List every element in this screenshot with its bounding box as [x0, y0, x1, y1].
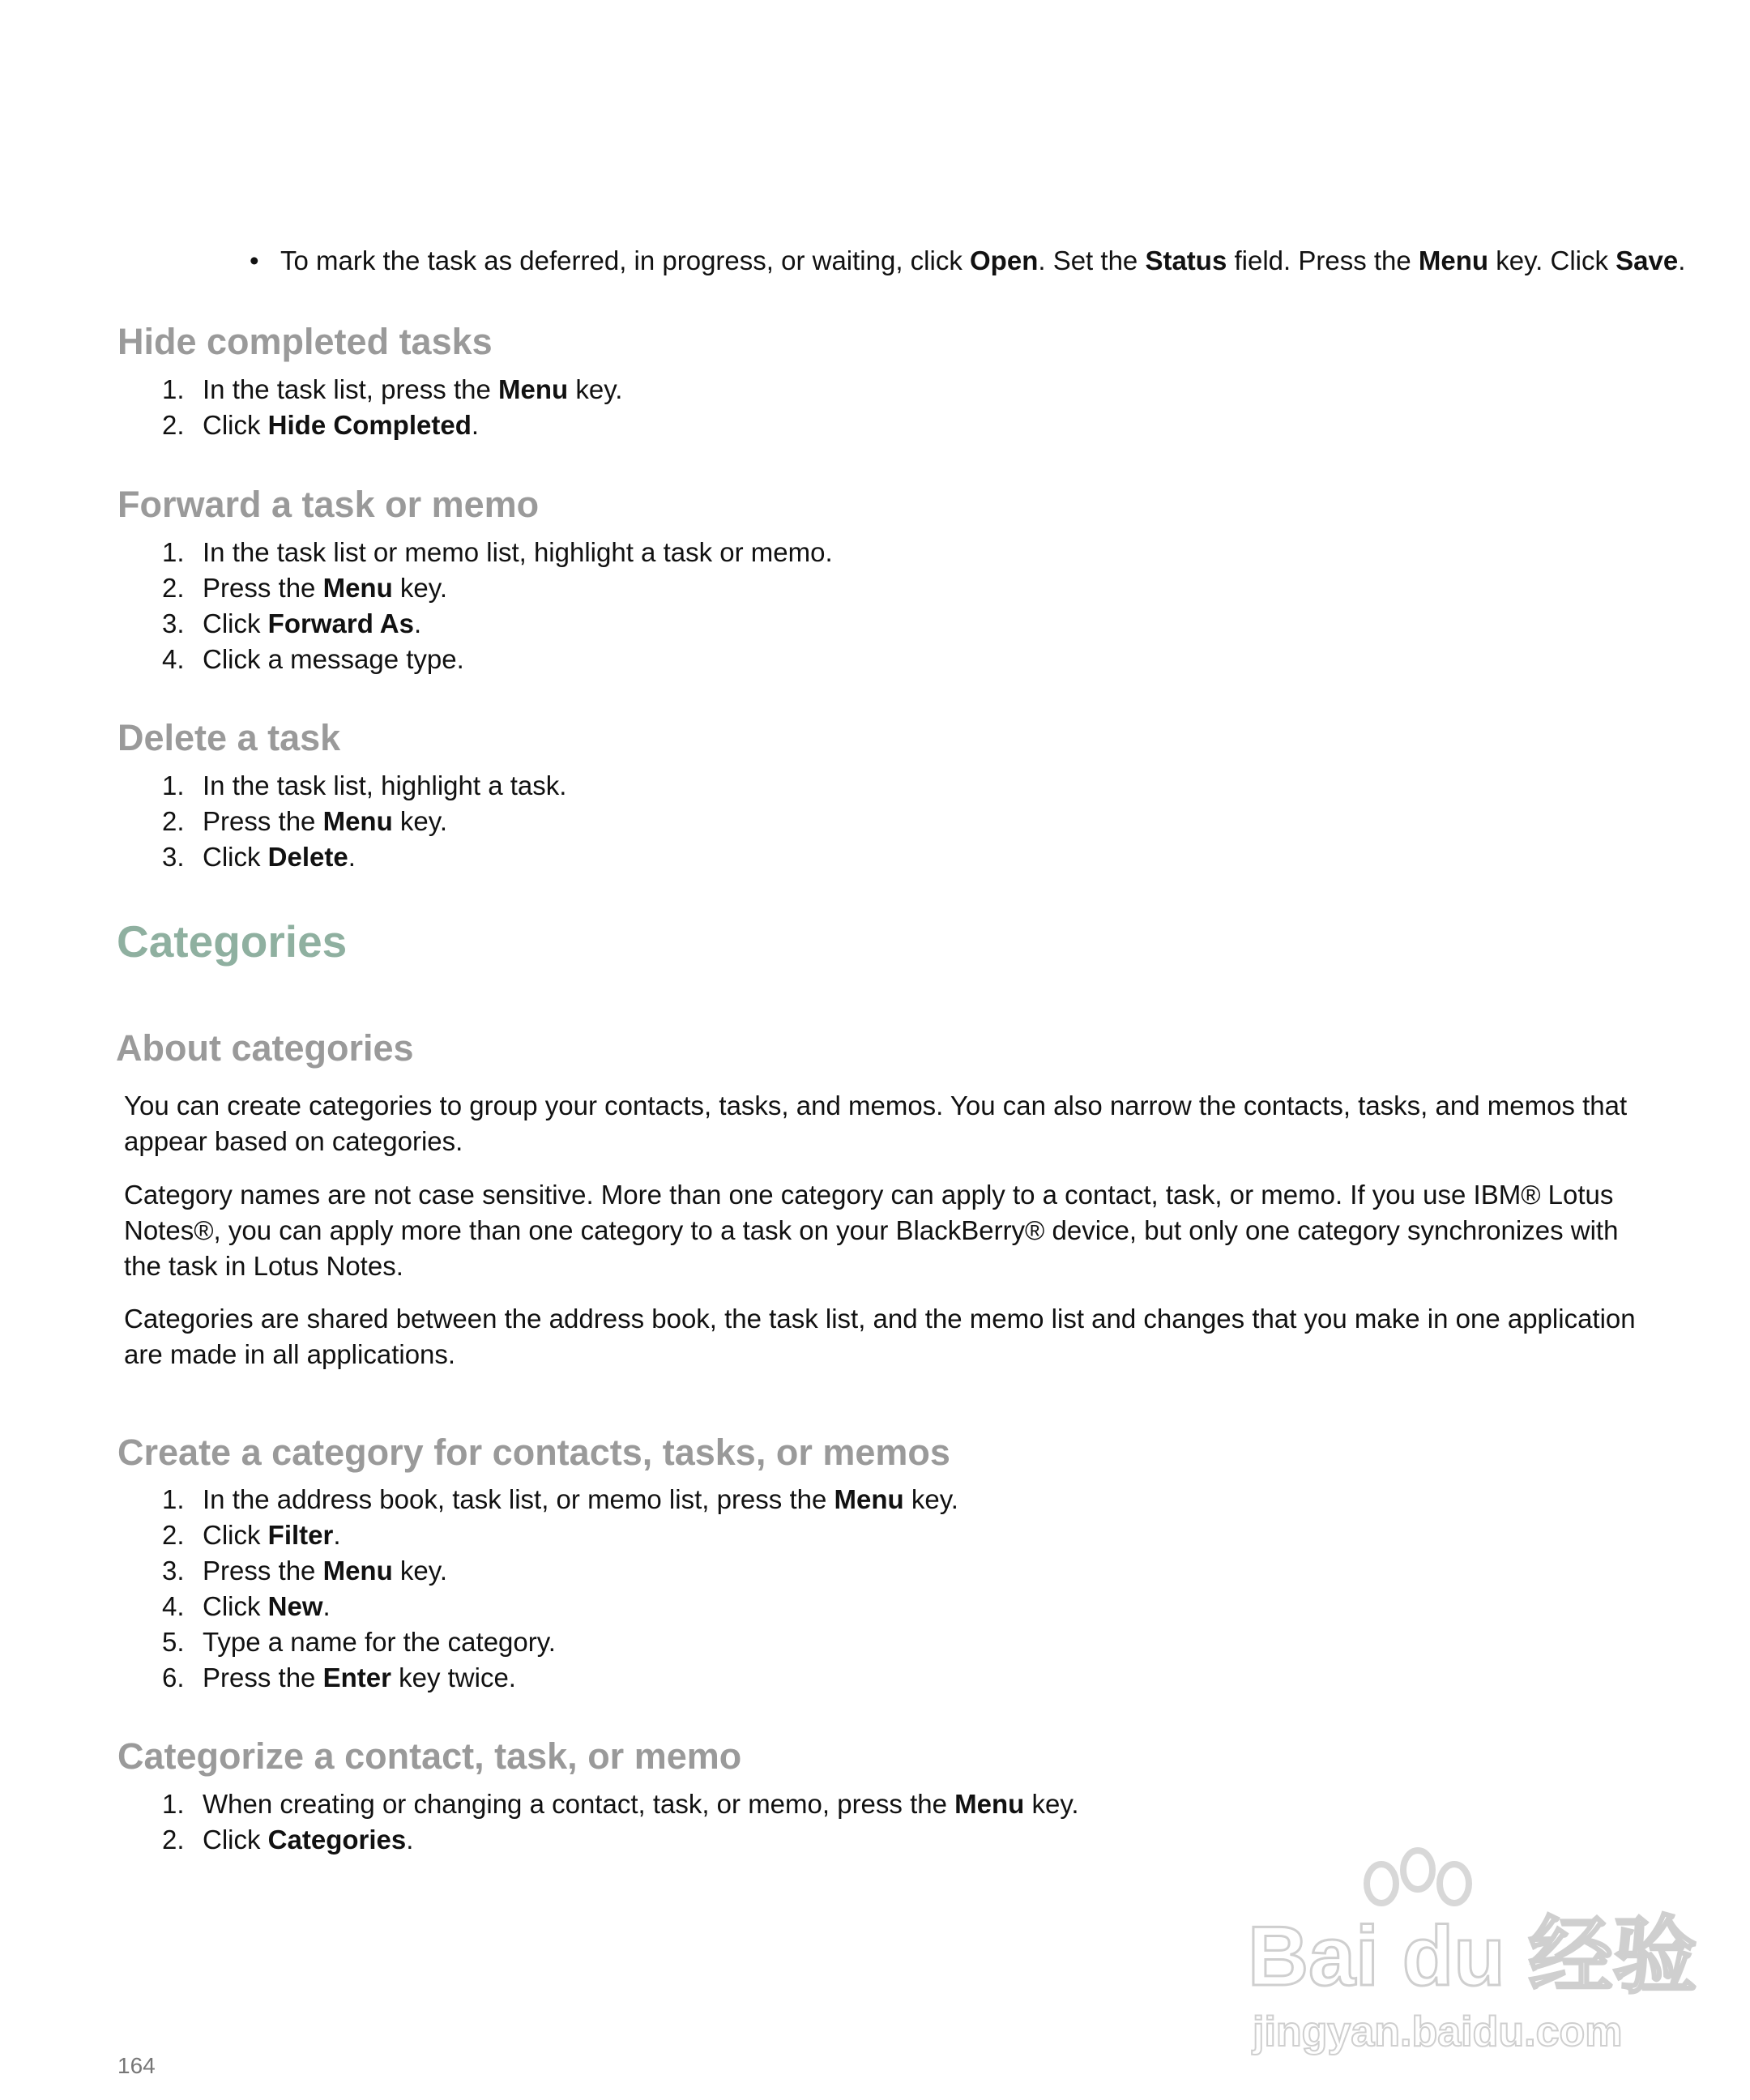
steps-delete [162, 768, 566, 875]
list-item: 1. In the task list or memo list, highlight a task or memo. [162, 537, 833, 567]
bullet-dot: • [250, 245, 259, 275]
watermark-logo: Bai du 经验 [1248, 1910, 1697, 2004]
section-title-hide-completed: Hide completed tasks [117, 321, 493, 362]
list-item: 2. Click Categories. [162, 1825, 414, 1855]
list-item: 3. Click Forward As. [162, 608, 422, 638]
steps-hide-completed [162, 372, 622, 443]
paragraph-about-3: Categories are shared between the address book, the task list, and the memo list and changes that you make in one application are made in all applications. [124, 1304, 1636, 1369]
paragraph-about-2: Category names are not case sensitive. More than one category can apply to a contact, task, or memo. If you use IBM® Lotus Notes®, you can apply more than one category to a task on your BlackBerry® device, but only one category synchronizes with the task in Lotus Notes. [124, 1180, 1619, 1281]
list-item: 6. Press the Enter key twice. [162, 1662, 516, 1692]
section-title-delete: Delete a task [117, 717, 341, 758]
list-item: 2. Click Filter. [162, 1520, 341, 1550]
steps-create-category [162, 1482, 958, 1696]
list-item: 4. Click a message type. [162, 644, 464, 674]
page-number: 164 [117, 2053, 156, 2078]
list-item: 2. Press the Menu key. [162, 806, 447, 836]
steps-forward [162, 535, 833, 677]
list-item: 1. In the task list, press the Menu key. [162, 374, 623, 404]
list-item: 5. Type a name for the category. [162, 1627, 556, 1657]
list-item: 1. In the task list, highlight a task. [162, 770, 567, 800]
list-item: 3. Press the Menu key. [162, 1556, 447, 1586]
section-title-forward: Forward a task or memo [117, 484, 540, 525]
list-item: 1. In the address book, task list, or memo list, press the Menu key. [162, 1484, 958, 1514]
list-item: 2. Click Hide Completed. [162, 410, 480, 440]
list-item: 1. When creating or changing a contact, task, or memo, press the Menu key. [162, 1789, 1079, 1819]
paragraph-about-1: You can create categories to group your contacts, tasks, and memos. You can also narrow the contacts, tasks, and memos that appear based on categories. [124, 1091, 1628, 1156]
section-title-categorize: Categorize a contact, task, or memo [117, 1735, 742, 1777]
chapter-title-categories: Categories [117, 916, 348, 967]
section-title-about-categories: About categories [116, 1027, 414, 1069]
baidu-watermark [1248, 1847, 1697, 2058]
list-item: 2. Press the Menu key. [162, 573, 447, 603]
section-title-create-category: Create a category for contacts, tasks, or memos [117, 1432, 950, 1473]
list-item: 4. Click New. [162, 1591, 331, 1621]
watermark-url: jingyan.baidu.com [1253, 2008, 1623, 2055]
list-item: 3. Click Delete. [162, 842, 356, 872]
steps-categorize [162, 1786, 1079, 1858]
intro-bullet: • To mark the task as deferred, in progress, or waiting, click Open. Set the Status field. Press the Menu key. Click Save. [250, 243, 1722, 279]
